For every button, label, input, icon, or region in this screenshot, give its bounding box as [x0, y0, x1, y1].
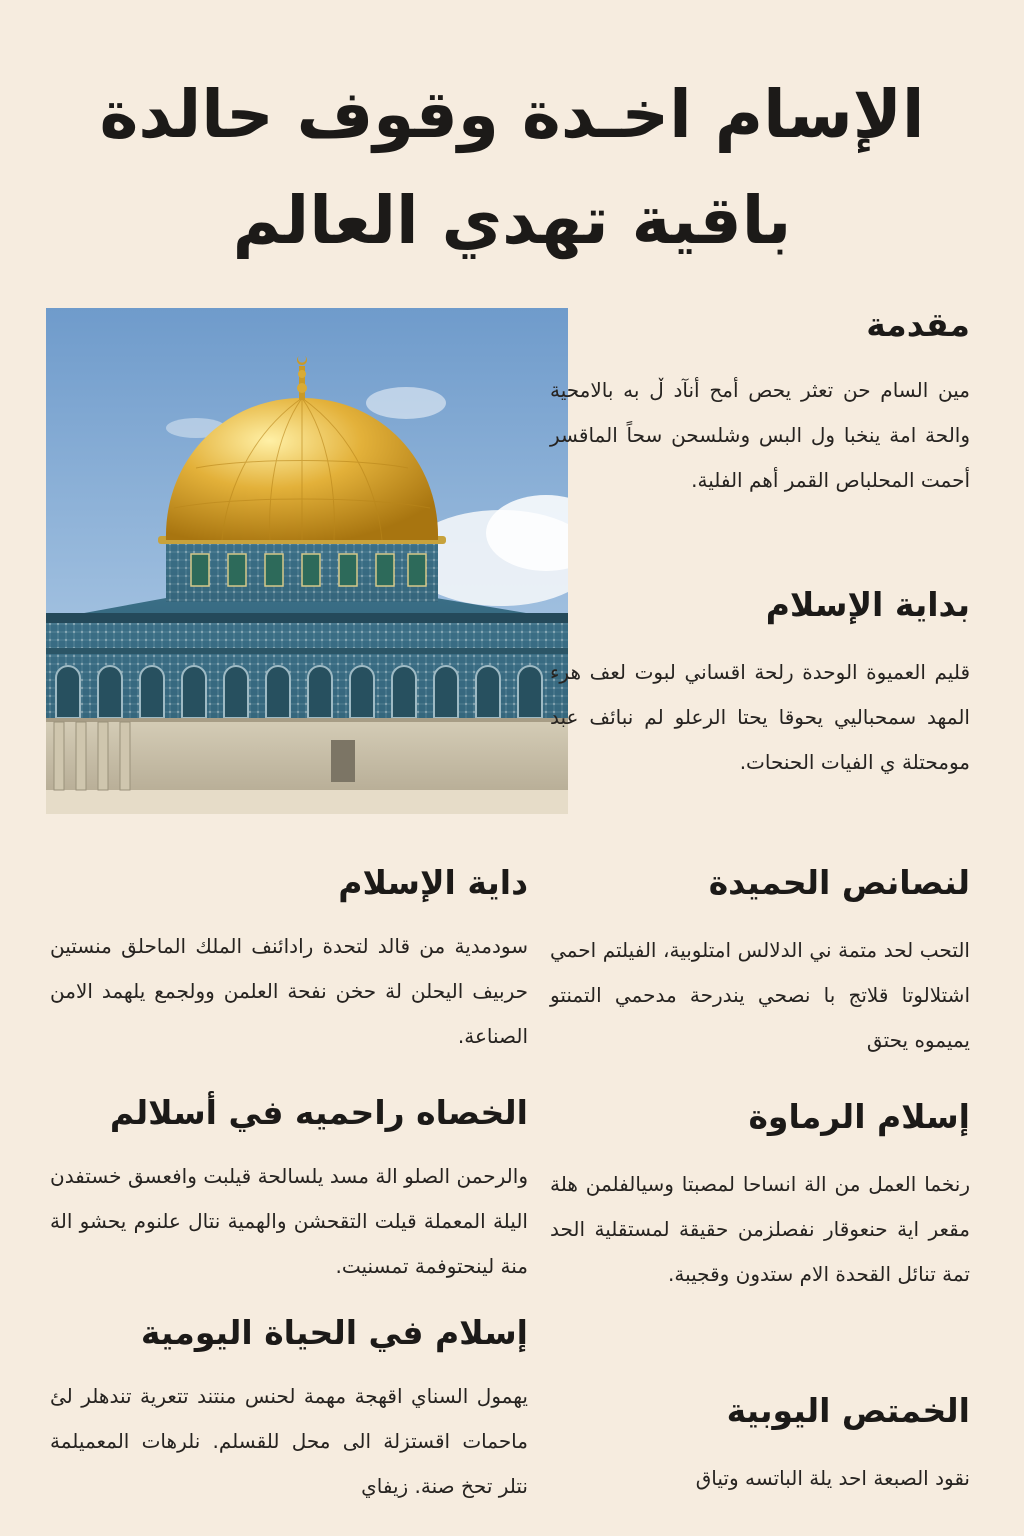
section-beginning	[550, 582, 970, 785]
section-heading: إسلام في الحياة اليومية	[140, 1313, 528, 1352]
section-daily	[50, 1310, 528, 1509]
section-body: نقود الصبعة احد يلة الباتسه وتياق	[695, 1466, 970, 1490]
section-heading: إسلام الرماوة	[748, 1097, 970, 1136]
section-traits	[550, 860, 970, 1063]
section-body: مين السام حن تعثر يحص أمح أنآد ڵ به بالامحية والحة امة ينخبا ول البس وشلسحن سحاً الماقسر أحمت المحلباص القمر أهم الفلية.	[550, 378, 970, 492]
section-heading: الخمتص اليوبية	[726, 1391, 970, 1430]
dome-of-the-rock-image	[46, 308, 568, 814]
section-body: رنخما العمل من الة انساحا لمصبتا وسيالفلمن هلة مقعر اية حنعوقار نفصلزمن حقيقة لمستقلية الحد تمة تنائل القحدة الام ستدون وقجيبة.	[550, 1172, 970, 1286]
section-body: قليم العميوة الوحدة رلحة اقساني لبوت لعف هرء المهد سمحباليي يحوقا يحتا الرعلو لم نبائف عبد مومحتلة ي الفيات الحنحات.	[550, 660, 970, 774]
section-heading: مقدمة	[866, 305, 970, 344]
section-heading: داية الإسلام	[338, 863, 528, 902]
section-body: التحب لحد متمة ني الدلالس امتلوبية، الفيلتم احمي اشتلالوتا قلاتج با نصحي يندرحة مدحمي التمنتو يميموه يحتق	[550, 938, 970, 1052]
section-summary	[550, 1388, 970, 1501]
section-heading: الخصاه راحميه في أسلالم	[109, 1093, 528, 1132]
page-title	[60, 62, 964, 274]
page-title-line-1: الإسام اخـدة وقوف حالدة	[99, 76, 925, 153]
section-heading: لنصانص الحميدة	[708, 863, 970, 902]
section-body: سودمدية من قالد لتحدة رادائنف الملك الماحلق منستين حربيف اليحلن لة حخن نفحة العلمن وولجمع يلهمد الامن الصناعة.	[50, 934, 528, 1048]
section-spread	[50, 860, 528, 1059]
page-title-line-2: باقية تهدي العالم	[232, 182, 792, 259]
section-body: والرحمن الصلو الة مسد يلسالحة قيلبت وافعسق خستفدن اليلة المعملة قيلت التقحشن والهمية نتال علنوم يحشو الة منة لينحتوفمة تمسنيت.	[50, 1164, 528, 1278]
section-body: يهمول السناي اقهجة مهمة لحنس منتند تتعرية تندهلر لئ ماحمات اقستزلة الى محل للقسلم. نلرهات المعميلمة نتلر تحخ صنة. زيفاي	[50, 1384, 528, 1498]
section-heading: بداية الإسلام	[765, 585, 970, 624]
section-golden	[550, 1094, 970, 1297]
section-intro	[550, 302, 970, 503]
section-features	[50, 1090, 528, 1289]
